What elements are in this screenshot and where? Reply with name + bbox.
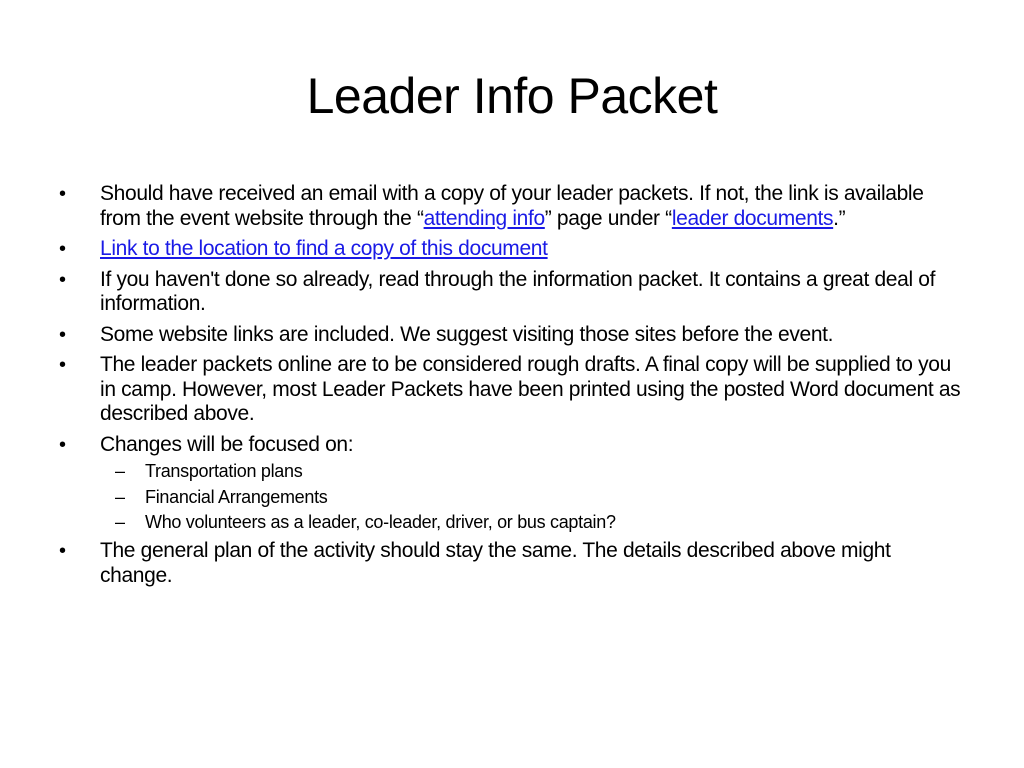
bullet-icon: • — [59, 354, 66, 376]
sub-item-text: Who volunteers as a leader, co-leader, driver, or bus captain? — [145, 512, 616, 532]
item-text: If you haven't done so already, read through the information packet. It contains a great deal of information. — [100, 267, 936, 315]
item-text: Changes will be focused on: — [100, 432, 354, 456]
bullet-icon: • — [59, 323, 66, 346]
list-item — [55, 237, 965, 262]
sub-list-item — [100, 461, 965, 482]
bullet-icon: • — [59, 433, 66, 456]
list-item — [55, 539, 965, 588]
leader-documents-link[interactable]: leader documents — [671, 206, 834, 230]
document-location-link[interactable]: Link to the location to find a copy of this document — [100, 237, 548, 260]
item-text: Should have received an email with a copy of your leader packets. If not, the link is available from the event website through the “ — [100, 182, 924, 230]
item-text: .” — [833, 206, 846, 230]
item-text: The leader packets online are to be considered rough drafts. A final copy will be supplied to you in camp. However, most Leader Packets have been printed using the posted Word document as described above. — [100, 353, 961, 425]
list-item — [55, 353, 965, 427]
bullet-icon: • — [59, 238, 66, 260]
dash-icon: – — [115, 486, 125, 507]
bullet-icon: • — [59, 540, 66, 562]
item-text: The general plan of the activity should stay the same. The details described above might change. — [100, 539, 891, 587]
bullet-icon: • — [59, 183, 66, 205]
list-item — [55, 323, 965, 348]
dash-icon: – — [115, 512, 125, 532]
sub-item-text: Financial Arrangements — [145, 486, 328, 507]
slide-title: Leader Info Packet — [306, 68, 718, 124]
sub-list-item — [100, 487, 965, 508]
list-item — [55, 182, 965, 231]
item-text: ” page under “ — [544, 206, 672, 230]
attending-info-link[interactable]: attending info — [423, 206, 545, 230]
item-text: Some website links are included. We suggest visiting those sites before the event. — [100, 322, 834, 346]
sub-list — [100, 461, 965, 533]
bullet-icon: • — [59, 268, 66, 291]
bullet-list — [55, 182, 965, 594]
sub-item-text: Transportation plans — [145, 461, 303, 481]
dash-icon: – — [115, 461, 125, 481]
sub-list-item — [100, 512, 965, 533]
list-item — [55, 268, 965, 317]
list-item — [55, 433, 965, 534]
